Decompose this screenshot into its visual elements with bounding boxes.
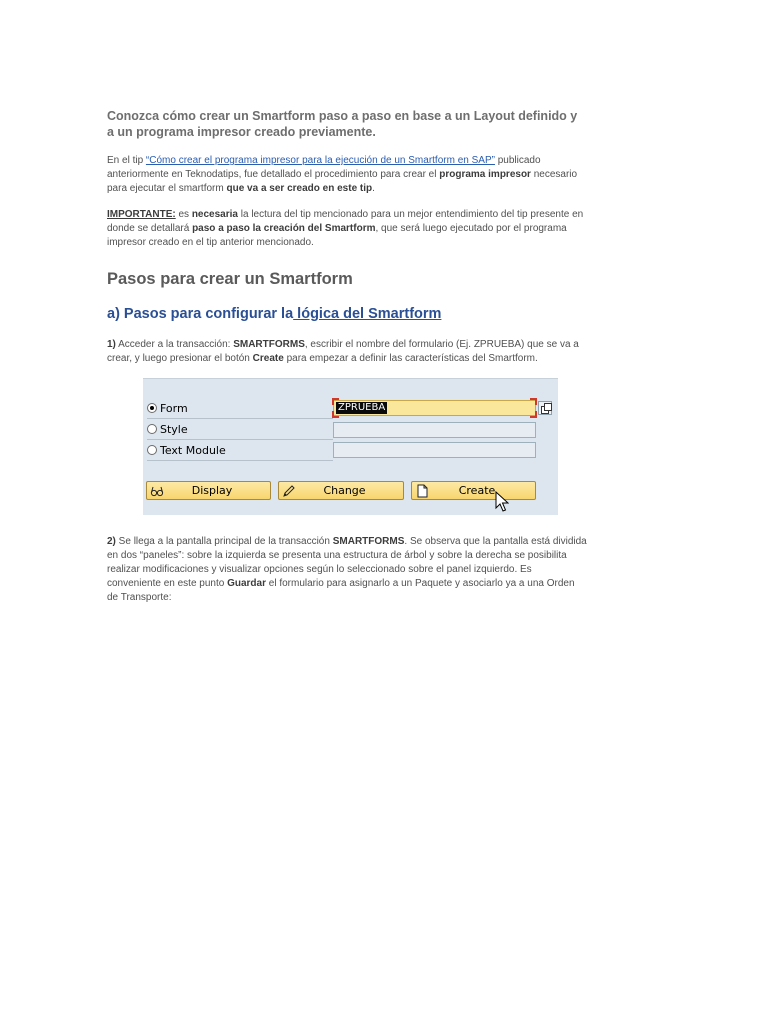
display-button-label: Display xyxy=(191,484,233,497)
text-module-name-field[interactable] xyxy=(333,442,536,458)
row-divider xyxy=(147,439,333,440)
create-button-label: Create xyxy=(458,484,496,497)
smartforms-initial-screen xyxy=(143,378,558,515)
radio-style-row[interactable] xyxy=(147,420,188,438)
copy-icon[interactable] xyxy=(538,401,552,415)
mouse-cursor-icon xyxy=(495,491,509,513)
change-button[interactable] xyxy=(278,481,404,500)
pencil-icon xyxy=(282,484,296,498)
radio-form-row[interactable] xyxy=(147,399,188,417)
step1-paragraph: 1) Acceder a la transacción: SMARTFORMS, escribir el nombre del formulario (Ej. ZPRUEBA) que se va a crear, y luego presionar el botón Create para empezar a definir las características del Smartform. xyxy=(107,339,579,364)
form-name-field[interactable] xyxy=(333,400,536,416)
display-button[interactable] xyxy=(146,481,271,500)
radio-form-label: Form xyxy=(160,401,188,415)
radio-style[interactable] xyxy=(147,424,157,434)
row-divider xyxy=(147,460,333,461)
step2-paragraph: 2) Se llega a la pantalla principal de la transacción SMARTFORMS. Se observa que la pantalla está dividida en dos “paneles”: sobre la izquierda se presenta una estructura de árbol y sobre la derecha se posibilita realizar modificaciones y visualizar opciones según lo seleccionado sobre el panel izquierdo. Es conveniente en este punto Guardar el formulario para asignarlo a un Paquete y asociarlo ya a una Orden de Transporte: xyxy=(107,536,587,603)
new-document-icon xyxy=(415,484,429,498)
change-button-label: Change xyxy=(323,484,366,497)
previous-tip-link[interactable]: “Cómo crear el programa impresor para la ejecución de un Smartform en SAP” xyxy=(145,155,495,166)
subsection-title: a) Pasos para configurar la lógica del Smartform xyxy=(107,306,442,322)
glasses-icon xyxy=(150,484,164,498)
radio-text-module[interactable] xyxy=(147,445,157,455)
document-page xyxy=(107,108,587,617)
radio-text-module-label: Text Module xyxy=(160,443,226,457)
important-label: IMPORTANTE: xyxy=(107,209,176,220)
subsection-link[interactable]: lógica del Smartform xyxy=(293,306,442,322)
radio-text-module-row[interactable] xyxy=(147,441,226,459)
section-title: Pasos para crear un Smartform xyxy=(107,270,353,288)
form-name-value: ZPRUEBA xyxy=(338,402,386,413)
important-paragraph: IMPORTANTE: es necesaria la lectura del tip mencionado para un mejor entendimiento del tip presente en donde se detallará paso a paso la creación del Smartform, que será luego ejecutado por el programa impresor creado en el tip anterior mencionado. xyxy=(107,209,584,248)
radio-form[interactable] xyxy=(147,403,157,413)
row-divider xyxy=(147,418,333,419)
intro-title: Conozca cómo crear un Smartform paso a paso en base a un Layout definido y a un programa impresor creado previamente. xyxy=(107,109,578,139)
create-button[interactable] xyxy=(411,481,536,500)
style-name-field[interactable] xyxy=(333,422,536,438)
intro-paragraph: En el tip “Cómo crear el programa impresor para la ejecución de un Smartform en SAP” publicado anteriormente en Teknodatips, fue detallado el procedimiento para crear el programa impresor necesario para ejecutar el smartform que va a ser creado en este tip. xyxy=(107,155,578,194)
radio-style-label: Style xyxy=(160,422,188,436)
